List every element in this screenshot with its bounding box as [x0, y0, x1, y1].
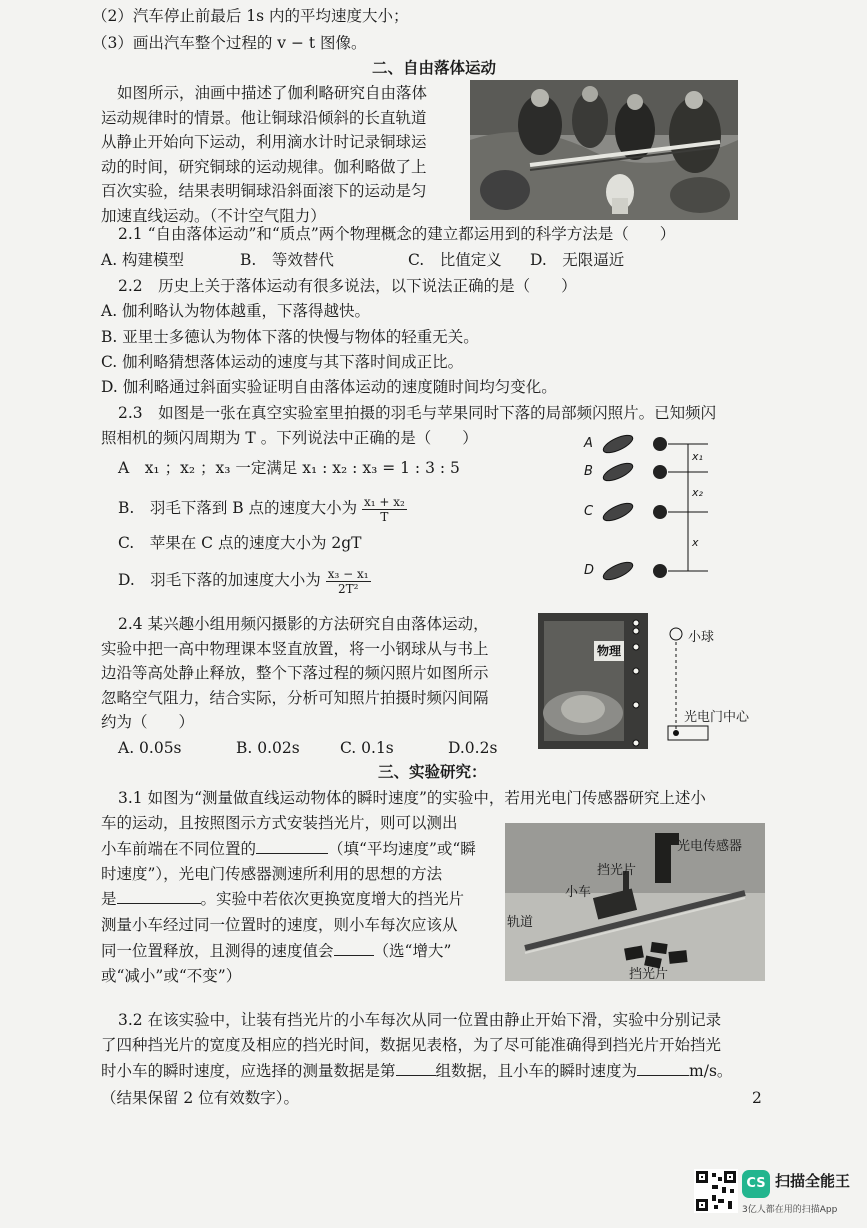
strobe-label-c: C: [584, 504, 594, 519]
galileo-painting-image: [470, 80, 738, 220]
option-d-fraction: [326, 567, 371, 596]
question-2-1-option-d: D. 无限逼近: [530, 251, 625, 269]
question-2-3-stem-line-1: 2.3 如图是一张在真空实验室里拍摄的羽毛与苹果同时下落的局部频闪照片。已知频闪: [118, 404, 717, 422]
q31-line5-prefix: 是: [101, 890, 117, 908]
q32-line3-middle: 组数据，且小车的瞬时速度为: [435, 1062, 638, 1080]
fraction-numerator: x₁ + x₂: [364, 494, 405, 509]
question-2-3-stem-line-2: 照相机的频闪周期为 T 。下列说法中正确的是（ ）: [101, 429, 478, 447]
intro-line: 百次实验，结果表明铜球沿斜面滚下的运动是匀: [101, 182, 427, 201]
answer-blank-velocity[interactable]: [637, 1075, 689, 1076]
feather-apple-strobe-figure: [578, 428, 728, 588]
question-1-part-3: （3）画出汽车整个过程的 v − t 图像。: [92, 34, 367, 52]
q24-line: 忽略空气阻力，结合实际，分析可知照片拍摄时频闪间隔: [101, 688, 489, 707]
book-title: 物理: [594, 641, 624, 661]
question-2-4-option-c: C. 0.1s: [340, 739, 394, 757]
section-3-title: 三、实验研究：: [378, 762, 487, 781]
photo-label-shades: 挡光片: [629, 967, 669, 982]
question-3-1-line-4: 时速度”），光电门传感器测速所利用的思想的方法: [101, 865, 443, 883]
option-b-text: B. 羽毛下落到 B 点的速度大小为: [118, 499, 358, 517]
app-name: 扫描全能王: [775, 1172, 851, 1190]
question-2-2-option-d: D. 伽利略通过斜面实验证明自由落体运动的速度随时间均匀变化。: [101, 378, 557, 396]
question-2-3-option-a: A x₁ ；x₂ ；x₃ 一定满足 x₁ : x₂ : x₃ = 1 : 3 : 5: [118, 459, 460, 477]
q31-line3-prefix: 小车前端在不同位置的: [101, 840, 257, 858]
question-2-2-stem: 2.2 历史上关于落体运动有很多说法，以下说法正确的是（ ）: [118, 277, 577, 295]
q24-line: 实验中把一高中物理课本竖直放置，将一小钢球从与书上: [101, 639, 489, 658]
strobe-label-a: A: [584, 436, 593, 451]
q31-line3-suffix: （填“平均速度”或“瞬: [328, 840, 476, 858]
answer-blank-group[interactable]: [396, 1075, 436, 1076]
question-2-2-option-b: B. 亚里士多德认为物体下落的快慢与物体的轻重无关。: [101, 328, 479, 346]
question-1-part-2: （2）汽车停止前最后 1s 内的平均速度大小；: [92, 7, 409, 25]
fraction-denominator: 2T²: [337, 581, 359, 596]
q24-line: 2.4 某兴趣小组用频闪摄影的方法研究自由落体运动，: [118, 615, 489, 633]
intro-line: 加速直线运动。（不计空气阻力）: [101, 206, 326, 225]
strobe-label-x3: x: [692, 536, 699, 549]
camscanner-logo-icon: CS: [742, 1170, 770, 1198]
strobe-label-x1: x₁: [692, 450, 703, 463]
photo-label-car: 小车: [565, 885, 592, 900]
photo-label-shade: 挡光片: [597, 863, 637, 878]
section-2-title: 二、自由落体运动: [372, 58, 497, 77]
page-number: 2: [752, 1089, 762, 1107]
intro-line: 动的时间，研究铜球的运动规律。伽利略做了上: [101, 157, 427, 176]
answer-blank-1[interactable]: [256, 853, 328, 854]
question-3-1-line-7: [101, 941, 451, 961]
question-2-1-stem: 2.1 “自由落体运动”和“质点”两个物理概念的建立都运用到的科学方法是（ ）: [118, 225, 676, 243]
q24-line: 约为（ ）: [101, 713, 195, 732]
question-2-4-stem: [101, 612, 489, 735]
question-3-1-line-2: 车的运动，且按照图示方式安装挡光片，则可以测出: [101, 814, 458, 832]
question-2-2-option-a: A. 伽利略认为物体越重，下落得越快。: [101, 302, 371, 320]
q31-line7-prefix: 同一位置释放，且测得的速度值会: [101, 942, 334, 960]
question-2-3-option-b: [118, 488, 407, 528]
photogate-center-label: 光电门中心: [684, 710, 750, 725]
option-d-text: D. 羽毛下落的加速度大小为: [118, 571, 321, 589]
photo-label-sensor: 光电传感器: [677, 839, 743, 854]
ball-label: 小球: [688, 630, 715, 645]
question-3-1-line-5: [101, 889, 464, 909]
question-3-1-line-1: 3.1 如图为“测量做直线运动物体的瞬时速度”的实验中，若用光电门传感器研究上述小: [118, 789, 706, 807]
question-2-4-option-a: A. 0.05s: [118, 739, 182, 757]
intro-line: 从静止开始向下运动，利用滴水计时记录铜球运: [101, 133, 427, 152]
q31-line7-suffix: （选“增大”: [373, 942, 452, 960]
photogate-drawing: [660, 622, 770, 747]
intro-line: 如图所示，油画中描述了伽利略研究自由落体: [117, 84, 428, 102]
section-2-intro: [101, 81, 469, 229]
strobe-label-b: B: [584, 464, 593, 479]
fraction-numerator: x₃ − x₁: [327, 566, 369, 581]
question-3-2-line-4: （结果保留 2 位有效数字）。: [101, 1089, 299, 1107]
photo-label-track: 轨道: [507, 915, 534, 930]
question-2-4-option-d: D.0.2s: [448, 739, 498, 757]
question-3-1-line-6: 测量小车经过同一位置时的速度，则小车每次应该从: [101, 916, 458, 934]
option-b-fraction: [362, 495, 407, 524]
question-2-3-option-c: C. 苹果在 C 点的速度大小为 2gT: [118, 534, 362, 552]
ball-photogate-schematic: [660, 622, 770, 747]
question-3-1-line-3: [101, 839, 476, 859]
strobe-drawing: [578, 428, 728, 588]
answer-blank-2[interactable]: [117, 903, 201, 904]
experiment-photo: [505, 823, 765, 981]
question-2-1-option-b: B. 等效替代: [240, 251, 334, 269]
strobe-label-d: D: [584, 563, 595, 578]
book-strobe-drawing: [538, 613, 648, 749]
q32-line3-prefix: 时小车的瞬时速度，应选择的测量数据是第: [101, 1062, 396, 1080]
question-2-1-option-a: A. 构建模型: [101, 251, 185, 269]
question-3-2-line-3: [101, 1061, 732, 1081]
fraction-denominator: T: [380, 509, 389, 524]
question-3-1-line-8: 或“减小”或“不变”）: [101, 967, 242, 985]
question-2-4-option-b: B. 0.02s: [236, 739, 300, 757]
question-2-3-option-d: [118, 560, 371, 600]
book-strobe-photo: [538, 613, 648, 749]
app-tagline: 3亿人都在用的扫描App: [742, 1205, 838, 1215]
q31-line5-suffix: 。实验中若依次更换宽度增大的挡光片: [200, 890, 465, 908]
question-2-2-option-c: C. 伽利略猜想落体运动的速度与其下落时间成正比。: [101, 353, 464, 371]
q32-line3-unit: m/s。: [689, 1062, 733, 1080]
intro-line: 运动规律时的情景。他让铜球沿倾斜的长直轨道: [101, 108, 427, 127]
qr-code-icon: [694, 1169, 738, 1213]
question-2-1-option-c: C. 比值定义: [408, 251, 502, 269]
question-3-2-line-1: 3.2 在该实验中，让装有挡光片的小车每次从同一位置由静止开始下滑，实验中分别记录: [118, 1011, 722, 1029]
q24-line: 边沿等高处静止释放，整个下落过程的频闪照片如图所示: [101, 664, 489, 683]
strobe-label-x2: x₂: [692, 486, 703, 499]
question-3-2-line-2: 了四种挡光片的宽度及相应的挡光时间，数据见表格，为了尽可能准确得到挡光片开始挡光: [101, 1036, 722, 1054]
answer-blank-3[interactable]: [334, 955, 374, 956]
